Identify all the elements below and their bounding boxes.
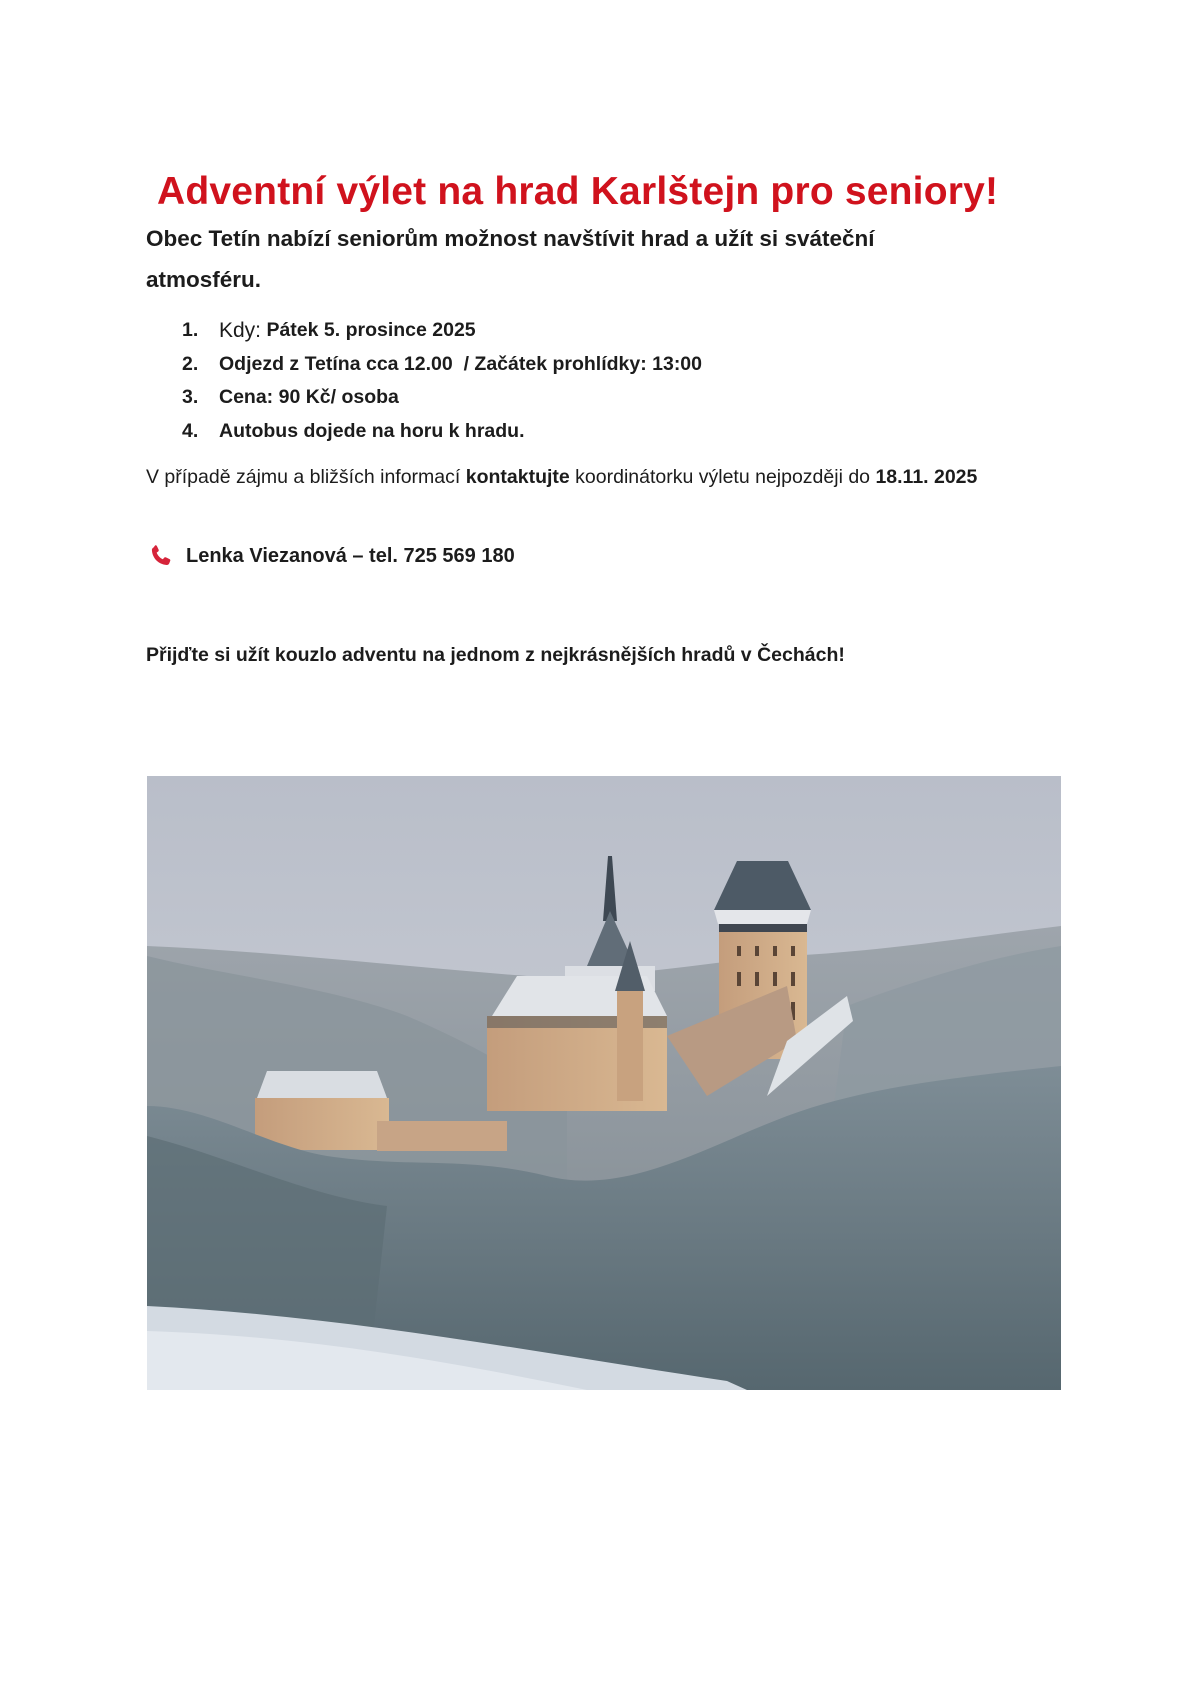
- list-number: 3.: [182, 386, 199, 408]
- contact-note-middle: koordinátorku výletu nejpozději do: [569, 466, 876, 488]
- closing-line: Přijďte si užít kouzlo adventu na jednom z nejkrásnějších hradů v Čechách!: [146, 644, 845, 666]
- intro-paragraph: Obec Tetín nabízí seniorům možnost navštívit hrad a užít si sváteční atmosféru.: [146, 226, 875, 292]
- list-item: [182, 415, 702, 449]
- contact-note-before: V případě zájmu a bližších informací: [146, 466, 466, 488]
- contact-note-emphasis: kontaktujte: [465, 466, 570, 488]
- list-text: Odjezd z Tetína cca 12.00 / Začátek prohlídky: 13:00: [219, 352, 702, 375]
- list-text: Autobus dojede na horu k hradu.: [219, 419, 525, 442]
- list-text: Pátek 5. prosince 2025: [261, 319, 476, 341]
- list-text: Cena: 90 Kč/ osoba: [219, 386, 399, 408]
- details-list: [182, 314, 702, 448]
- karlstejn-castle-image: [147, 776, 1061, 1390]
- phone-icon: [148, 543, 174, 569]
- list-number: 2.: [182, 352, 199, 375]
- list-item: [182, 381, 702, 415]
- contact-deadline: 18.11. 2025: [875, 466, 978, 488]
- page-title: Adventní výlet na hrad Karlštejn pro seniory!: [157, 170, 999, 214]
- list-label: Kdy:: [219, 319, 262, 342]
- contact-note: [146, 460, 1046, 494]
- contact-phone: [148, 543, 515, 569]
- castle-photo: [147, 776, 1061, 1390]
- list-item: [182, 348, 702, 382]
- contact-text: Lenka Viezanová – tel. 725 569 180: [186, 544, 515, 567]
- list-item: [182, 314, 702, 348]
- list-number: 4.: [182, 419, 199, 442]
- list-number: 1.: [182, 319, 199, 341]
